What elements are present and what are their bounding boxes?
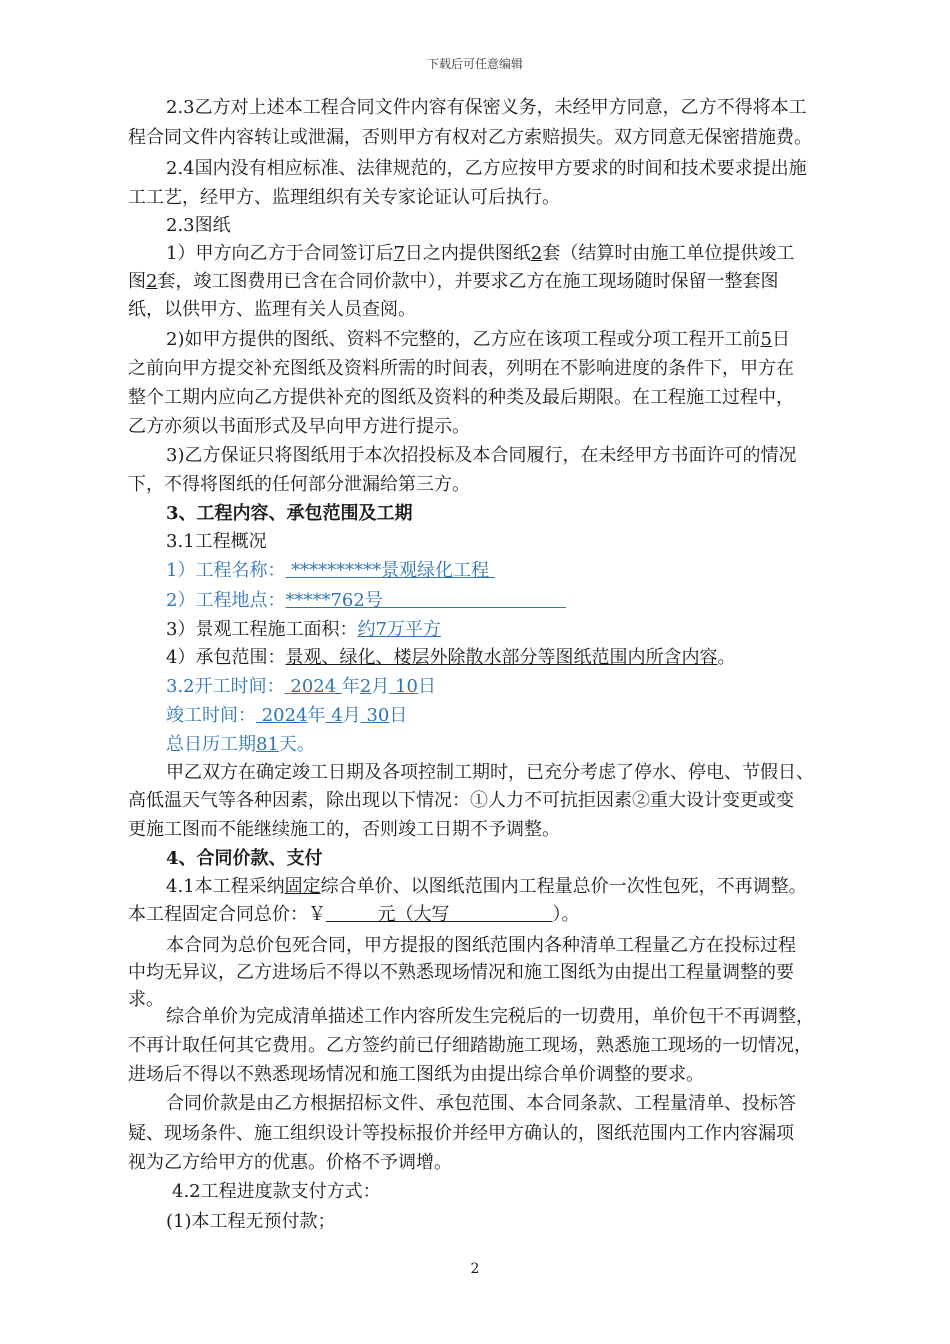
price-blank — [326, 904, 378, 925]
paragraph-line: 综合单价为完成清单描述工作内容所发生完税后的一切费用，单价包干不再调整， — [166, 1006, 814, 1027]
paragraph-line: 疑、现场条件、施工组织设计等投标报价并经甲方确认的，图纸范围内工作内容漏项 — [128, 1123, 794, 1144]
paragraph-line: 纸，以供甲方、监理有关人员查阅。 — [128, 299, 416, 320]
paragraph-line: 乙方亦须以书面形式及早向甲方进行提示。 — [128, 416, 470, 437]
filled-value: 5 — [760, 329, 772, 350]
paragraph-line: 甲乙双方在确定竣工日期及各项控制工期时，已充分考虑了停水、停电、节假日、 — [166, 762, 814, 783]
page-number: 2 — [470, 1261, 480, 1277]
section-heading: 2.3图纸 — [166, 215, 231, 236]
paragraph-line: 2)如甲方提供的图纸、资料不完整的，乙方应在该项工程或分项工程开工前5日 — [166, 329, 790, 350]
page-header: 下载后可任意编辑 — [426, 57, 523, 71]
price-words-blank — [450, 904, 553, 925]
paragraph-line: (1)本工程无预付款； — [166, 1211, 336, 1232]
paragraph-line: 中均无异议，乙方进场后不得以不熟悉现场情况和施工图纸为由提出工程量调整的要 — [128, 962, 794, 983]
paragraph-line: 之前向甲方提交补充图纸及资料所需的时间表，列明在不影响进度的条件下，甲方在 — [128, 358, 794, 379]
project-name: 1）工程名称： **********景观绿化工程 — [166, 560, 495, 581]
paragraph-line: 整个工期内应向乙方提供补充的图纸及资料的种类及最后期限。在工程施工过程中， — [128, 387, 794, 408]
section-heading: 4、合同价款、支付 — [166, 848, 323, 869]
paragraph-line: 工工艺，经甲方、监理组织有关专家论证认可后执行。 — [128, 187, 560, 208]
section-heading: 3、工程内容、承包范围及工期 — [166, 503, 413, 524]
paragraph-line: 进场后不得以不熟悉现场情况和施工图纸为由提出综合单价调整的要求。 — [128, 1064, 704, 1085]
total-duration: 总日历工期81天。 — [166, 734, 315, 755]
paragraph-line: 视为乙方给甲方的优惠。价格不予调增。 — [128, 1152, 452, 1173]
total-price-line: 本工程固定合同总价：￥ 元（大写 ）。 — [128, 904, 580, 925]
paragraph-line: 合同价款是由乙方根据招标文件、承包范围、本合同条款、工程量清单、投标答 — [166, 1093, 796, 1114]
subsection-heading: 4.2工程进度款支付方式： — [172, 1181, 381, 1202]
paragraph-line: 3)乙方保证只将图纸用于本次招投标及本合同履行，在未经甲方书面许可的情况 — [166, 445, 797, 466]
paragraph-line: 不再计取任何其它费用。乙方签约前已仔细踏勘施工现场，熟悉施工现场的一切情况， — [128, 1035, 812, 1056]
finish-date: 竣工时间： 2024年 4月 30日 — [166, 705, 408, 726]
paragraph-line: 下，不得将图纸的任何部分泄漏给第三方。 — [128, 474, 470, 495]
paragraph-line: 求。 — [128, 989, 164, 1010]
filled-value: 7 — [393, 243, 405, 264]
paragraph-line: 2.4国内没有相应标准、法律规范的，乙方应按甲方要求的时间和技术要求提出施 — [166, 158, 807, 179]
filled-value: 2 — [146, 271, 158, 292]
paragraph-line: 4.1本工程采纳固定综合单价、以图纸范围内工程量总价一次性包死，不再调整。 — [166, 876, 807, 897]
project-site: 2）工程地点：*****762号 — [166, 590, 566, 611]
start-date: 3.2开工时间： 2024 年2月 10日 — [166, 676, 436, 697]
subsection-heading: 3.1工程概况 — [166, 531, 267, 552]
paragraph-line: 更施工图而不能继续施工的，否则竣工日期不予调整。 — [128, 819, 560, 840]
filled-value: 2 — [530, 243, 543, 264]
paragraph-line: 本合同为总价包死合同，甲方提报的图纸范围内各种清单工程量乙方在投标过程 — [166, 935, 796, 956]
paragraph-line: 程合同文件内容转让或泄漏，否则甲方有权对乙方索赔损失。双方同意无保密措施费。 — [128, 127, 812, 148]
contract-scope: 4）承包范围：景观、绿化、楼层外除散水部分等图纸范围内所含内容。 — [166, 647, 736, 668]
paragraph-line: 1）甲方向乙方于合同签订后7日之内提供图纸2套（结算时由施工单位提供竣工 — [166, 243, 795, 264]
project-area: 3）景观工程施工面积：约7万平方 — [166, 619, 441, 640]
paragraph-line: 高低温天气等各种因素，除出现以下情况：①人力不可抗拒因素②重大设计变更或变 — [128, 790, 794, 811]
paragraph-line: 图2套，竣工图费用已含在合同价款中），并要求乙方在施工现场随时保留一整套图 — [128, 271, 779, 292]
paragraph-line: 2.3乙方对上述本工程合同文件内容有保密义务，未经甲方同意，乙方不得将本工 — [166, 97, 807, 118]
